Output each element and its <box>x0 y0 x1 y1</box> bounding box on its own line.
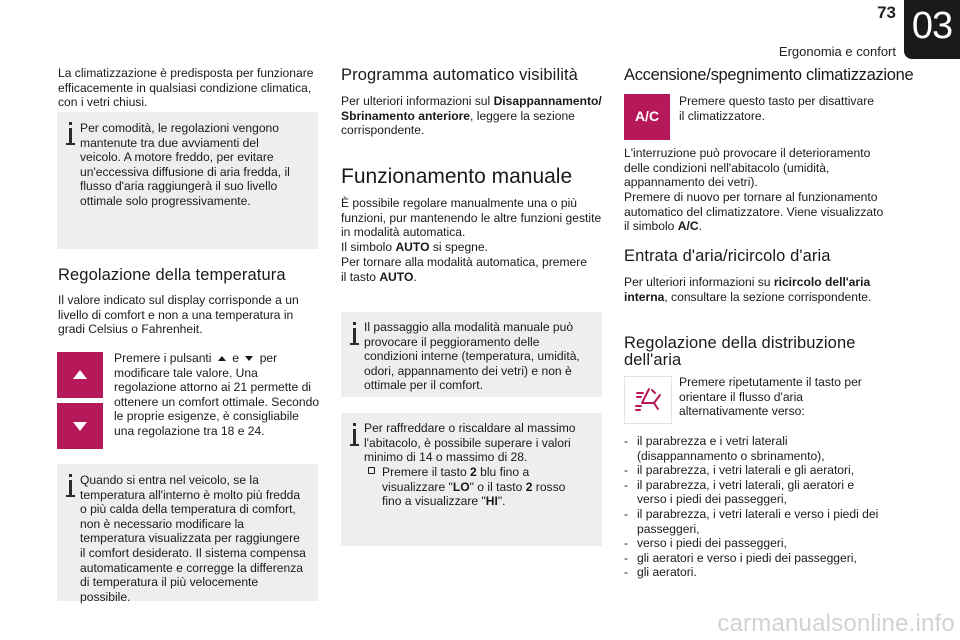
air-distribution-icon <box>625 377 671 423</box>
ac-text-3: Premere di nuovo per tornare al funzionamento automatico del climatizzatore. Viene visualizzato il simbolo A/C. <box>624 190 884 234</box>
info-icon <box>64 122 76 150</box>
distribution-list <box>624 434 886 580</box>
info-icon <box>64 474 76 502</box>
page-number: 73 <box>877 3 896 22</box>
small-down-icon <box>245 356 253 361</box>
temperature-buttons-text: Premere i pulsanti e per modificare tale valore. Una regolazione attorno ai 21 permette di ottenere un comfort ottimale. Secondo le proprie esigenze, è consigliabile una regolazione tra 18 e 24. <box>114 351 320 438</box>
step-arrow-icon <box>368 467 375 474</box>
intro-text: La climatizzazione è predisposta per funzionare efficacemente in qualsiasi condizione climatica, con i vetri chiusi. <box>58 66 314 110</box>
list-item: - il parabrezza e i vetri laterali (disappannamento o sbrinamento), <box>624 434 825 463</box>
info-box-automatic <box>57 464 318 604</box>
ac-text-2: L'interruzione può provocare il deterioramento delle condizioni nell'abitacolo (umidità, appannamento dei vetri). <box>624 146 871 190</box>
section-heading-visibility: Programma automatico visibilità <box>341 66 578 84</box>
section-title: Ergonomia e confort <box>778 44 896 59</box>
ac-button[interactable] <box>624 94 670 140</box>
link-defrost: Disappannamento/ Sbrinamento anteriore <box>341 94 602 123</box>
manual-text-2: Il simbolo AUTO si spegne. <box>341 240 488 254</box>
arrow-down-icon <box>73 422 87 431</box>
list-item: - gli aeratori e verso i piedi dei passeggeri, <box>624 550 857 565</box>
info-box-comfort <box>57 112 318 249</box>
air-intake-text: Per ulteriori informazioni su ricircolo dell'aria interna, consultare la sezione corrispondente. <box>624 275 872 304</box>
ac-button-label: A/C <box>634 108 660 124</box>
info-box-max <box>341 413 602 546</box>
manual-text-1: È possibile regolare manualmente una o più funzioni, pur mantenendo le altre funzioni gestite in modalità automatica. <box>341 196 602 240</box>
ac-text: Premere questo tasto per disattivare il climatizzatore. <box>679 94 874 123</box>
info-box-text: Per raffreddare o riscaldare al massimo l'abitacolo, è possibile superare i valori minimo di 14 o massimo di 28. <box>364 421 576 465</box>
chapter-number: 03 <box>911 5 953 47</box>
info-box-text: Quando si entra nel veicolo, se la temperatura all'interno è molto più fredda o più calda della temperatura di comfort, non è necessario modificare la temperatura visualizzata per raggiungere il comfort desiderato. Il sistema compensa automaticamente e corregge la differenza di temperatura il più velocemente possibile. <box>80 473 306 604</box>
small-up-icon <box>218 356 226 361</box>
section-heading-air-intake: Entrata d'aria/ricircolo d'aria <box>624 247 831 265</box>
info-icon <box>348 423 360 451</box>
section-heading-ac: Accensione/spegnimento climatizzazione <box>624 66 914 84</box>
info-box-text: Il passaggio alla modalità manuale può provocare il peggioramento delle condizioni interne (temperatura, umidità, odori, appannamento dei vetri) e non è ottimale per il comfort. <box>364 320 580 393</box>
info-icon <box>348 322 360 350</box>
air-distribution-button[interactable] <box>624 376 672 424</box>
list-item: - il parabrezza, i vetri laterali e verso i piedi dei passeggeri, <box>624 506 879 536</box>
temp-down-button[interactable] <box>57 403 103 449</box>
section-heading-distribution: Regolazione della distribuzione dell'aria <box>624 334 856 369</box>
watermark: carmanualsonline.info <box>717 610 955 637</box>
chapter-tab <box>904 0 960 59</box>
temperature-text: Il valore indicato sul display corrisponde a un livello di comfort e non a una temperatura in gradi Celsius o Fahrenheit. <box>58 293 299 337</box>
list-item: - verso i piedi dei passeggeri, <box>624 536 787 551</box>
info-box-step: Premere il tasto 2 blu fino a visualizzare "LO" o il tasto 2 rosso fino a visualizzare "HI". <box>382 465 566 509</box>
section-heading-manual: Funzionamento manuale <box>341 165 573 188</box>
temp-up-button[interactable] <box>57 352 103 398</box>
list-item: - il parabrezza, i vetri laterali e gli aeratori, <box>624 463 855 478</box>
list-item: - gli aeratori. <box>624 565 697 580</box>
list-item: - il parabrezza, i vetri laterali, gli aeratori e verso i piedi dei passeggeri, <box>624 477 855 507</box>
section-heading-temperature: Regolazione della temperatura <box>58 266 286 284</box>
manual-text-3: Per tornare alla modalità automatica, premere il tasto AUTO. <box>341 255 588 284</box>
distribution-text: Premere ripetutamente il tasto per orientare il flusso d'aria alternativamente verso: <box>679 375 862 419</box>
info-box-text: Per comodità, le regolazioni vengono mantenute tra due avviamenti del veicolo. A motore freddo, per evitare un'eccessiva diffusione di aria fredda, il flusso d'aria raggiungerà il suo livello ottimale solo progressivamente. <box>80 121 290 208</box>
info-box-manual <box>341 312 602 397</box>
visibility-text: Per ulteriori informazioni sul Disappannamento/ Sbrinamento anteriore, leggere la sezione corrispondente. <box>341 94 602 138</box>
arrow-up-icon <box>73 370 87 379</box>
